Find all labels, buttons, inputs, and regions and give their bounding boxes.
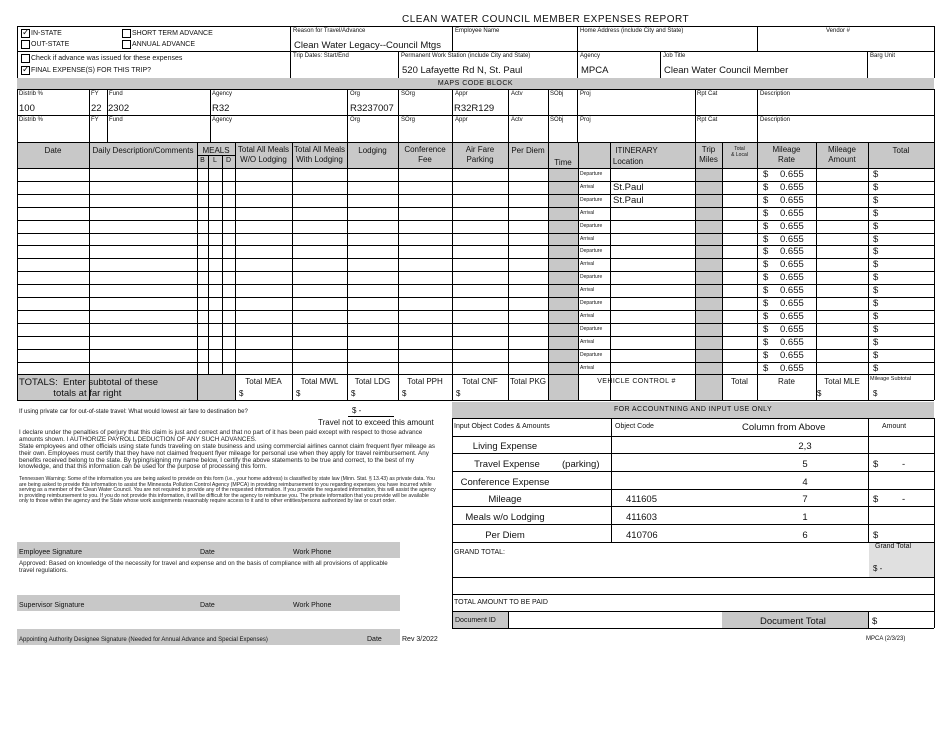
itinerary-type: Arrival: [580, 338, 595, 345]
row-total-value[interactable]: $: [873, 207, 879, 219]
currency-sign: $: [763, 181, 769, 193]
maps-org-label: Org: [350, 117, 361, 123]
mileage-subtotal-label: Mileage Subtotal: [870, 376, 911, 382]
maps-fund-label: Fund: [109, 91, 123, 97]
itinerary-type: Arrival: [580, 287, 595, 294]
total-ldg-value[interactable]: $: [351, 389, 356, 398]
itinerary-type: Arrival: [580, 183, 595, 190]
maps-agency-label: Agency: [212, 117, 233, 123]
currency-sign: $: [763, 310, 769, 322]
total-ldg-label: Total LDG: [354, 377, 391, 386]
itinerary-type: Departure: [580, 171, 603, 177]
totals-label: TOTALS: Enter subtotal of these totals at far right: [19, 377, 159, 400]
currency-sign: $: [763, 259, 769, 271]
column-from-above-value: 2,3: [798, 441, 812, 452]
maps-agency-label: Agency: [212, 91, 233, 97]
advance-issued-label: Check if advance was issued for these expenses: [31, 55, 183, 62]
column-from-above-header: Column from Above: [742, 422, 826, 433]
mileage-rate-value[interactable]: 0.655: [780, 272, 804, 284]
maps-description-label: Description: [760, 117, 791, 123]
itinerary-type: Departure: [580, 274, 603, 281]
itinerary-type: Departure: [580, 196, 603, 203]
currency-sign: $: [763, 285, 769, 297]
currency-sign: $: [763, 272, 769, 284]
col-meals-b: B: [200, 157, 205, 164]
currency-sign: $: [763, 323, 769, 335]
document-total-value[interactable]: $: [872, 616, 878, 627]
col-total: Total: [892, 146, 910, 155]
employee-name-label: Employee Name: [455, 28, 500, 34]
col-lodging: Lodging: [358, 146, 387, 155]
trip-dates-label: Trip Dates: Start/End: [293, 53, 349, 59]
col-meals-d: D: [225, 157, 232, 164]
itinerary-type: Departure: [580, 300, 603, 306]
supervisor-phone-label: Work Phone: [293, 602, 332, 609]
mileage-rate-value[interactable]: 0.655: [780, 323, 804, 335]
col-meals-l: L: [213, 157, 217, 164]
accounting-amount-value[interactable]: $ -: [873, 494, 906, 505]
col-daily-description: Daily Description/Comments: [92, 146, 194, 155]
itinerary-type: Departure: [580, 222, 603, 229]
row-total-value[interactable]: $: [873, 323, 879, 335]
reason-label: Reason for Travel/Advance: [293, 28, 366, 34]
mileage-subtotal-value[interactable]: $: [873, 389, 878, 398]
home-address-label: Home Address (include City and State): [580, 28, 684, 34]
total-pph-value[interactable]: $: [402, 389, 407, 398]
total-mle-value[interactable]: $: [817, 389, 822, 398]
accounting-item-label: Mileage: [488, 494, 522, 505]
object-code-value[interactable]: 411603: [626, 512, 657, 523]
row-total-value[interactable]: $: [873, 233, 879, 245]
document-total-label: Document Total: [760, 616, 826, 627]
maps-rpt-cat-label: Rpt Cat: [697, 117, 718, 123]
accounting-title: FOR ACCOUNTNING AND INPUT USE ONLY: [613, 406, 773, 413]
row-total-value[interactable]: $: [873, 181, 879, 193]
total-rate-label: Rate: [778, 377, 795, 386]
mileage-rate-value[interactable]: 0.655: [780, 285, 804, 297]
total-cnf-label: Total CNF: [462, 377, 498, 386]
itinerary-type: Departure: [580, 325, 603, 332]
column-from-above-value: 4: [802, 477, 808, 488]
work-station-label: Permanent Work Station (include City and State): [401, 53, 531, 59]
currency-sign: $: [763, 362, 769, 374]
maps-actv-label: Actv: [511, 117, 523, 123]
col-meals-with-lodging: Total All Meals With Lodging: [293, 145, 346, 164]
mileage-rate-value[interactable]: 0.655: [780, 349, 804, 361]
col-date: Date: [44, 146, 62, 155]
row-total-value[interactable]: $: [873, 246, 879, 258]
revision-label: Rev 3/2022: [402, 636, 438, 643]
job-title-field[interactable]: Clean Water Council Member: [664, 65, 789, 76]
agency-label: Agency: [580, 53, 601, 59]
itinerary-type: Arrival: [580, 235, 595, 242]
employee-date-label: Date: [200, 549, 215, 556]
mileage-rate-value[interactable]: 0.655: [780, 246, 804, 258]
column-from-above-value: 6: [802, 530, 808, 541]
maps-distrib-label: Distrib %: [19, 91, 44, 97]
currency-sign: $: [763, 233, 769, 245]
maps-rpt-cat-label: Rpt Cat: [697, 91, 718, 97]
maps-description-label: Description: [760, 91, 791, 97]
agency-field[interactable]: MPCA: [581, 65, 609, 76]
employee-phone-label: Work Phone: [293, 549, 332, 556]
row-total-value[interactable]: $: [873, 272, 879, 284]
currency-sign: $: [763, 246, 769, 258]
currency-sign: $: [763, 298, 769, 309]
col-time: Time: [554, 158, 572, 167]
total-pph-label: Total PPH: [407, 377, 443, 386]
supervisor-date-label: Date: [200, 602, 215, 609]
total-mea-value[interactable]: $: [239, 389, 244, 398]
in-state-label: IN-STATE: [31, 30, 62, 37]
job-title-label: Job Title: [663, 53, 686, 59]
col-conference-fee: Conference Fee: [404, 145, 446, 164]
object-code-value[interactable]: 411605: [626, 494, 657, 505]
total-mwl-value[interactable]: $: [296, 389, 301, 398]
itinerary-type: Arrival: [580, 261, 595, 268]
total-pkg-label: Total PKG: [509, 377, 546, 386]
maps-sorg-label: SOrg: [401, 91, 416, 97]
maps-code-block-title: MAPS CODE BLOCK: [437, 80, 514, 87]
fy-value[interactable]: 22: [91, 103, 102, 114]
work-station-field[interactable]: 520 Lafayette Rd N, St. Paul: [402, 65, 523, 76]
maps-sobj-label: SObj: [550, 91, 564, 97]
declaration-text: I declare under the penalties of perjury that this claim is just and correct and that no part of it has been paid except with respect to those advance amounts shown. I AUTHORIZE PAYROLL DEDUCTION OF ANY SUCH ADVANCES.: [19, 429, 423, 443]
grand-total-value[interactable]: $ -: [873, 564, 883, 573]
mpca-form-code: MPCA (2/3/23): [866, 636, 906, 642]
reason-field[interactable]: Clean Water Legacy--Council Mtgs: [294, 40, 441, 51]
amount-header: Amount: [882, 423, 907, 430]
maps-proj-label: Proj: [580, 117, 591, 123]
maps-fund-label: Fund: [109, 117, 123, 123]
mileage-rate-value[interactable]: 0.655: [780, 220, 804, 232]
column-from-above-value: 1: [802, 512, 808, 523]
row-total-value[interactable]: $: [873, 310, 879, 322]
maps-fy-label: FY: [91, 91, 99, 97]
accounting-item-extra: (parking): [562, 459, 600, 470]
maps-org-label: Org: [350, 91, 361, 97]
appointing-authority-label: Appointing Authority Designee Signature (Needed for Annual Advance and Special Expenses): [19, 637, 268, 643]
total-mle-label: Total MLE: [824, 377, 860, 386]
itinerary-location[interactable]: St.Paul: [613, 194, 644, 206]
row-total-value[interactable]: $: [873, 349, 879, 361]
maps-distrib-label: Distrib %: [19, 117, 44, 123]
currency-sign: $: [763, 194, 769, 206]
itinerary-location[interactable]: St.Paul: [613, 181, 644, 193]
mileage-rate-value[interactable]: 0.655: [780, 169, 804, 180]
itinerary-type: Departure: [580, 351, 603, 358]
itinerary-type: Arrival: [580, 312, 595, 319]
airfare-value[interactable]: $ -: [352, 406, 362, 415]
mileage-rate-value[interactable]: 0.655: [780, 310, 804, 322]
mileage-rate-value[interactable]: 0.655: [780, 194, 804, 206]
row-total-value[interactable]: $: [873, 336, 879, 348]
total-cnf-value[interactable]: $: [456, 389, 461, 398]
approval-text: Approved: Based on knowledge of the necessity for travel and expense and on the basis of compliance with all provisions of applicable travel regulations.: [19, 560, 388, 574]
maps-actv-label: Actv: [511, 91, 523, 97]
row-total-value[interactable]: $: [873, 298, 879, 309]
final-expense-label: FINAL EXPENSE(S) FOR THIS TRIP?: [31, 67, 152, 74]
currency-sign: $: [763, 169, 769, 180]
total-paid-label: TOTAL AMOUNT TO BE PAID: [454, 599, 548, 606]
annual-advance-checkbox[interactable]: [122, 40, 131, 49]
total-mwl-label: Total MWL: [300, 377, 339, 386]
row-total-value[interactable]: $: [873, 194, 879, 206]
out-state-checkbox[interactable]: [21, 40, 30, 49]
org-value[interactable]: R3237007: [350, 103, 394, 114]
fund-value[interactable]: 2302: [108, 103, 130, 114]
itinerary-type: Departure: [580, 248, 603, 255]
row-total-value[interactable]: $: [873, 285, 879, 297]
column-from-above-value: 7: [802, 494, 808, 505]
annual-advance-label: ANNUAL ADVANCE: [132, 41, 196, 48]
row-total-value[interactable]: $: [873, 259, 879, 271]
col-location: Location: [612, 157, 644, 166]
supervisor-signature-label: Supervisor Signature: [19, 602, 85, 609]
short-term-advance-label: SHORT TERM ADVANCE: [132, 30, 213, 37]
maps-fy-label: FY: [91, 117, 99, 123]
col-airfare-parking: Air Fare Parking: [465, 145, 495, 164]
row-total-value[interactable]: $: [873, 362, 879, 374]
distrib-value[interactable]: 100: [19, 103, 35, 114]
in-state-checkbox[interactable]: [21, 29, 30, 38]
accounting-amount-value[interactable]: $ -: [873, 459, 906, 470]
mileage-rate-value[interactable]: 0.655: [780, 298, 804, 309]
currency-sign: $: [763, 349, 769, 361]
airfare-question: If using private car for out-of-state travel: What would lowest air fare to destination be?: [19, 409, 248, 415]
currency-sign: $: [763, 207, 769, 219]
mileage-rate-value[interactable]: 0.655: [780, 259, 804, 271]
maps-sobj-label: SObj: [550, 117, 564, 123]
col-total-local: Total & Local: [731, 146, 748, 159]
accounting-item-label: Per Diem: [485, 530, 525, 541]
frequent-flyer-text: State employees and other officials using state funds traveling on state business and using commercial airlines cannot claim frequent flyer mileage as their own. Employees must certify that they have not claimed frequent flyer mileage for personal use when they apply for travel reimbursement. Any benefits received belong to the state. By typing/signing my name below, I certify the above statements to be true and correct, to the best of my knowledge, and that this information can be used for the purpose of processing this form.: [19, 443, 436, 471]
col-meals-wo-lodging: Total All Meals W/O Lodging: [237, 145, 290, 164]
currency-sign: $: [763, 336, 769, 348]
appointing-date-label: Date: [367, 636, 382, 643]
tennessen-warning: Tennessen Warning: Some of the information you are being asked to provide on this form (i.e., your home address) is classified by state law (Minn. Stat. § 13.43) as private data. You are being asked to provide this information to assist the Minnesota Pollution Control Agency (MPCA) in providing reimbursement to you regarding expenses you have incurred while serving as a member of the Clean Water Council. You are not required to provide any of the requested information. If you provide the requested information, this will assist the agency in providing reimbursement to you. If you do not provide this information, it will be difficult for the agency to reimburse you. The private information that you provide will be available only to those within the agency and the State whose work assignments reasonably require access to it and to other entities/persons authorized by law or court order.: [19, 476, 436, 505]
appr-value[interactable]: R32R129: [454, 103, 495, 114]
input-codes-header: Input Object Codes & Amounts: [454, 423, 550, 430]
form-title: CLEAN WATER COUNCIL MEMBER EXPENSES REPORT: [402, 14, 690, 25]
object-code-value[interactable]: 410706: [626, 530, 658, 541]
employee-signature-label: Employee Signature: [19, 549, 83, 556]
itinerary-type: Arrival: [580, 209, 595, 216]
currency-sign: $: [763, 220, 769, 232]
col-trip-miles: Trip Miles: [699, 145, 718, 164]
maps-appr-label: Appr: [455, 91, 468, 97]
accounting-item-label: Living Expense: [472, 441, 538, 452]
col-itinerary: ITINERARY: [615, 146, 658, 155]
maps-proj-label: Proj: [580, 91, 591, 97]
maps-sorg-label: SOrg: [401, 117, 416, 123]
final-expense-checkbox[interactable]: [21, 66, 30, 75]
col-mileage-rate: Mileage Rate: [772, 145, 801, 164]
row-total-value[interactable]: $: [873, 169, 879, 180]
total-mea-label: Total MEA: [245, 377, 282, 386]
agency-code-value[interactable]: R32: [212, 103, 230, 114]
itinerary-type: Arrival: [580, 364, 595, 371]
mileage-rate-value[interactable]: 0.655: [780, 336, 804, 348]
col-per-diem: Per Diem: [511, 146, 545, 155]
mileage-rate-value[interactable]: 0.655: [780, 233, 804, 245]
vehicle-control-label: VEHICLE CONTROL #: [597, 378, 676, 385]
document-id-label: Document ID: [455, 617, 496, 624]
advance-issued-checkbox[interactable]: [21, 54, 30, 63]
mileage-rate-value[interactable]: 0.655: [780, 362, 804, 374]
not-exceed-text: Travel not to exceed this amount: [318, 418, 434, 427]
mileage-rate-value[interactable]: 0.655: [780, 207, 804, 219]
row-total-value[interactable]: $: [873, 220, 879, 232]
object-code-header: Object Code: [615, 423, 654, 430]
vendor-label: Vendor #: [826, 28, 851, 34]
accounting-item-label: Meals w/o Lodging: [465, 512, 545, 523]
mileage-rate-value[interactable]: 0.655: [780, 181, 804, 193]
accounting-amount-value[interactable]: $: [873, 530, 879, 541]
accounting-item-label: Travel Expense: [474, 459, 540, 470]
grand-total-caption: Grand Total: [875, 543, 912, 550]
col-meals: MEALS: [202, 146, 230, 155]
short-term-advance-checkbox[interactable]: [122, 29, 131, 38]
maps-appr-label: Appr: [455, 117, 468, 123]
barg-unit-label: Barg Unit: [870, 53, 896, 59]
column-from-above-value: 5: [802, 459, 808, 470]
col-mileage-amount: Mileage Amount: [827, 145, 856, 164]
accounting-item-label: Conference Expense: [460, 477, 550, 488]
total-miles-label: Total: [731, 377, 748, 386]
out-state-label: OUT-STATE: [31, 41, 70, 48]
grand-total-label: GRAND TOTAL:: [454, 549, 505, 556]
